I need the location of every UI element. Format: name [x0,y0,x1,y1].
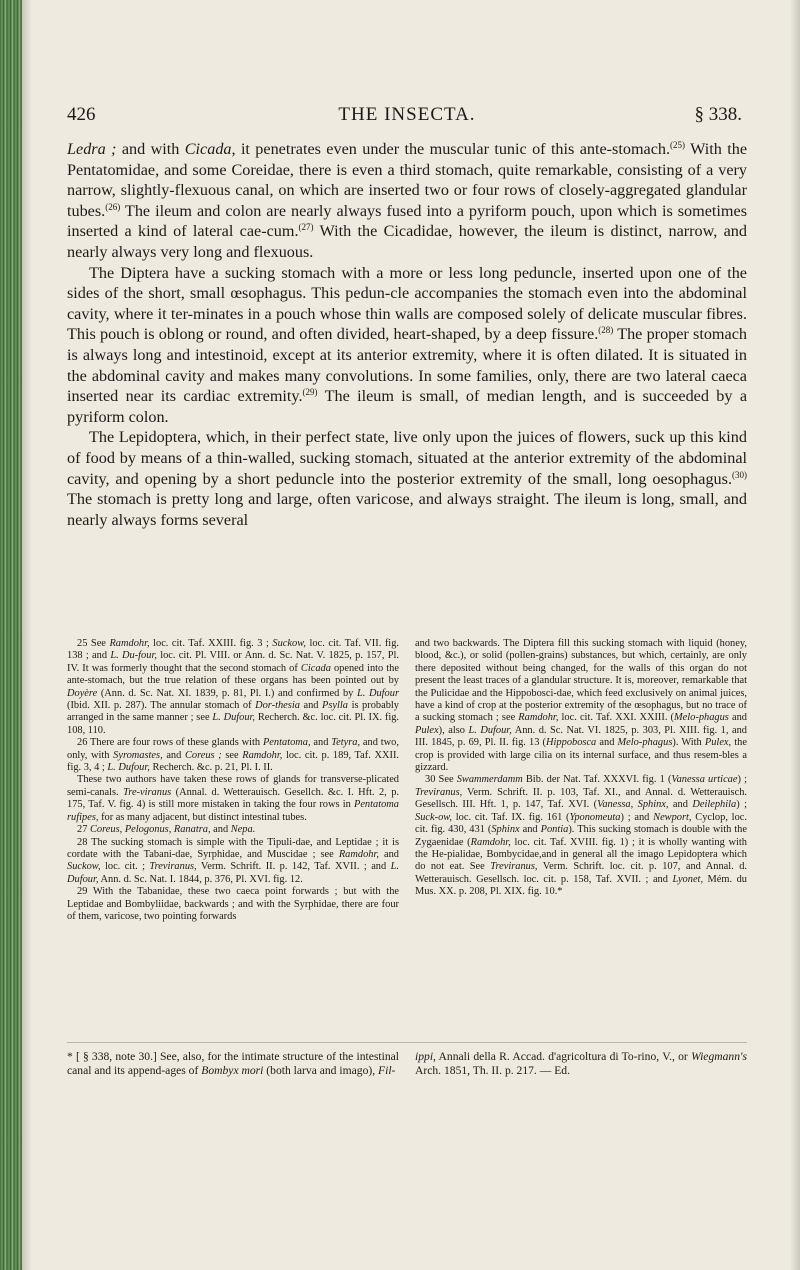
page-edge [791,0,800,1270]
footnote-reference: (27) [298,222,314,233]
footnote-reference: (26) [105,201,121,212]
footnote-reference: (25) [670,140,686,150]
editor-note-text: * [ § 338, note 30.] See, also, for the intimate structure of the intestinal canal and its append-ages of Bombyx mori (both larva and imago), Fil- [67,1050,399,1078]
footnotes-right-column [415,638,747,923]
page-number: 426 [67,104,96,125]
footnotes [67,638,747,923]
running-title: THE INSECTA. [338,104,476,125]
editor-note-left [67,1050,399,1079]
page-gutter [22,0,32,1270]
running-header [62,103,752,127]
body-paragraph: The Lepidoptera, which, in their perfect state, live only upon the juices of flowers, suck up this kind of food by means of a thin-walled, sucking stomach, situated at the anterior extremity of the abdominal cavity, and opening by a short peduncle into the posterior extremity of the small, long oesophagus.$^{(30)}$ The stomach is pretty long and large, often varicose, and always straight. The ileum is long, small, and nearly always forms several [67,428,747,529]
footnote: 29 With the Tabanidae, these two caeca point forwards ; but with the Leptidae and Bombyliidae, backwards ; and with the Syrphidae, there are four of them, varicose, two pointing forwards [67,886,399,922]
footnote: These two authors have taken these rows of glands for transverse-plicated semi-canals. Tre-viranus (Annal. d. Wetterauisch. Gesellch. &c. I. Hft. 2, p. 175, Taf. V. fig. 4) is still more mistaken in taking the four rows in Pentatoma rufipes, for as many adjacent, but distinct intestinal tubes. [67,774,399,823]
footnote: 26 There are four rows of these glands with Pentatoma, and Tetyra, and two, only, with Syromastes, and Coreus ; see Ramdohr, loc. cit. p. 189, Taf. XXII. fig. 3, 4 ; L. Dufour, Recherch. &c. p. 21, Pl. I. II. [67,737,399,774]
footnotes-left-column [67,638,399,923]
footnote: 28 The sucking stomach is simple with the Tipuli-dae, and Leptidae ; it is cordate with the Tabani-dae, Syrphidae, and Muscidae ; see Ramdohr, and Suckow, loc. cit. ; Treviranus, Verm. Schrift. II. p. 142, Taf. XVII. ; and L. Dufour, Ann. d. Sc. Nat. I. 1844, p. 376, Pl. XVI. fig. 12. [67,836,399,885]
main-text [67,139,747,530]
footnote-reference: (30) [732,469,747,480]
footnote: 30 See Swammerdamm Bib. der Nat. Taf. XXXVI. fig. 1 (Vanessa urticae) ; Treviranus, Verm. Schrift. II. p. 103, Taf. XI., and Annal. d. Wetterauisch. Gesellsch. III. Hft. 1, p. 147, Taf. XVI. (Vanessa, Sphinx, and Deilephila) ; Suck-ow, loc. cit. Taf. IX. fig. 161 (Yponomeuta) ; and Newport, Cyclop, loc. cit. fig. 430, 431 (Sphinx and Pontia). This sucking stomach is double with the Zygaenidae (Ramdohr, loc. cit. Taf. XVIII. fig. 1) ; it is wholly wanting with the He-pialidae, Bombycidae,and in general all the imago Lepidoptera which do not eat. See Treviranus, Verm. Schrift. loc. cit. p. 107, and Annal. d. Wetterauisch. Gesellsch. loc. cit. p. 158, Taf. XVII. ; and Lyonet, Mém. du Mus. XX. p. 208, Pl. XIX. fig. 10.* [415,774,748,898]
editor-note [67,1050,747,1079]
body-paragraph: Ledra ; and with Cicada, it penetrates even under the muscular tunic of this ante-stomach.$^{(25)}$ With the Pentatomidae, and some Coreidae, there is even a third stomach, quite remarkable, consisting of a very narrow, slightly-flexuous canal, on which are inserted two or four rows of closely-aggregated glandular tubes.$^{(26)}$ The ileum and colon are nearly always fused into a pyriform pouch, upon which is sometimes inserted a kind of lateral cae-cum.$^{(27)}$ With the Cicadidae, however, the ileum is distinct, narrow, and nearly always very long and flexuous. [67,140,748,261]
footnote-reference: (29) [302,387,318,398]
editor-note-right [415,1050,747,1079]
editor-note-text: ippi, Annali della R. Accad. d'agricoltura di To-rino, V., or Wiegmann's Arch. 1851, Th. II. p. 217. — Ed. [415,1050,747,1078]
section-number: § 338. [694,104,742,125]
footnote: 27 Coreus, Pelogonus, Ranatra, and Nepa. [77,824,256,836]
footnote: and two backwards. The Diptera fill this sucking stomach with liquid (honey, blood, &c.), or solid (pollen-grains) substances, but which, certainly, are only there deposited without being changed, for the walls of this organ do not present the least traces of a glandular structure. It is, moreover, remarkable that the Pulicidae and the Hippobosci-dae, which feed exclusively on animal juices, have a kind of crop at the posterior extremity of the œsophagus, but no trace of a sucking stomach ; see Ramdohr, loc. cit. Taf. XXI. XXIII. (Melo-phagus and Pulex), also L. Dufour, Ann. d. Sc. Nat. VI. 1825, p. 303, Pl. XIII. fig. 1, and III. 1845, p. 69, Pl. II. fig. 13 (Hippobosca and Melo-phagus). With Pulex, the crop is provided with large cilia on its internal surface, and thus resem-bles a gizzard. [415,638,747,774]
footnote: 25 See Ramdohr, loc. cit. Taf. XXIII. fig. 3 ; Suckow, loc. cit. Taf. VII. fig. 138 ; and L. Du-four, loc. cit. Pl. VIII. or Ann. d. Sc. Nat. V. 1825, p. 157, Pl. IV. It was formerly thought that the second stomach of Cicada opened into the ante-stomach, but the true relation of these organs has been pointed out by Doyère (Ann. d. Sc. Nat. XI. 1839, p. 81, Pl. I.) and confirmed by L. Dufour (Ibid. XII. p. 287). The annular stomach of Dor-thesia and Psylla is probably arranged in the same manner ; see L. Dufour, Recherch. &c. loc. cit. Pl. IX. fig. 108, 110. [67,638,400,736]
footnote-reference: (28) [598,325,614,336]
divider-rule [67,1042,747,1043]
book-binding [0,0,22,1270]
body-paragraph: The Diptera have a sucking stomach with a more or less long peduncle, inserted upon one of the sides of the short, small œsophagus. This pedun-cle accompanies the stomach even into the abdominal cavity, where it ter-minates in a pouch whose thin walls are composed solely of delicate muscular fibres. This pouch is oblong or round, and often divided, heart-shaped, by a deep fissure.$^{(28)}$ The proper stomach is always long and intestinoid, except at its anterior extremity, where it is often dilated. It is situated in the abdominal cavity and makes many convolutions. In some families, only, there are two lateral caeca inserted near its cardiac extremity.$^{(29)}$ The ileum is small, of median length, and is succeeded by a pyriform colon. [67,263,748,426]
